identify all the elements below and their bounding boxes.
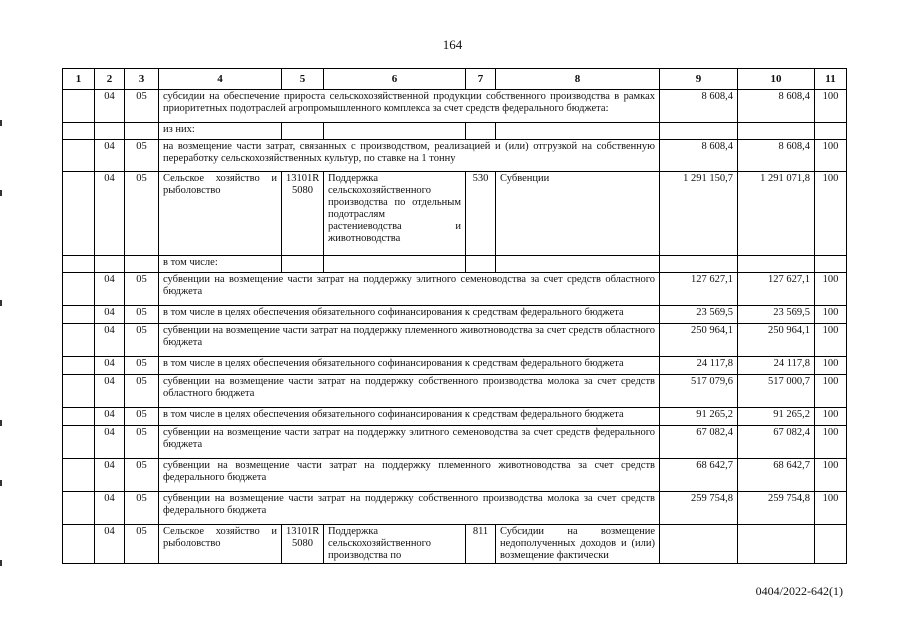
table-row [63, 408, 847, 426]
row-description: субвенции на возмещение части затрат на поддержку собственного производства молока за счет средств федерального бюджета [159, 492, 660, 525]
percent-executed: 100 [815, 324, 847, 357]
row-label: из них: [159, 123, 282, 140]
planned-amount: 8 608,4 [660, 140, 738, 172]
table-row [63, 172, 847, 256]
percent-executed: 100 [815, 306, 847, 324]
planned-amount: 259 754,8 [660, 492, 738, 525]
target-article-code: 13101R 5080 [282, 525, 324, 564]
actual-amount: 91 265,2 [738, 408, 815, 426]
planned-amount: 23 569,5 [660, 306, 738, 324]
section-code: 04 [95, 408, 125, 426]
section-code: 04 [95, 459, 125, 492]
percent-executed: 100 [815, 408, 847, 426]
table-row [63, 324, 847, 357]
budget-table [62, 68, 847, 564]
planned-amount: 250 964,1 [660, 324, 738, 357]
column-header: 1 [63, 69, 95, 90]
row-description: субвенции на возмещение части затрат на поддержку элитного семеноводства за счет средств федерального бюджета [159, 426, 660, 459]
planned-amount: 517 079,6 [660, 375, 738, 408]
section-name: Сельское хозяйство и рыболовство [159, 172, 282, 256]
percent-executed: 100 [815, 492, 847, 525]
row-description: на возмещение части затрат, связанных с производством, реализацией и (или) отгрузкой на собственную переработку сельскохозяйственных культур, по ставке на 1 тонну [159, 140, 660, 172]
percent-executed: 100 [815, 273, 847, 306]
subsection-code: 05 [125, 90, 159, 123]
actual-amount: 23 569,5 [738, 306, 815, 324]
planned-amount: 91 265,2 [660, 408, 738, 426]
subsection-code: 05 [125, 306, 159, 324]
section-name: Сельское хозяйство и рыболовство [159, 525, 282, 564]
section-code: 04 [95, 140, 125, 172]
target-article-name: Поддержка сельскохозяйственного производства по отдельным подотраслям растениеводства и животноводства [324, 172, 466, 256]
percent-executed: 100 [815, 140, 847, 172]
actual-amount: 517 000,7 [738, 375, 815, 408]
column-header: 5 [282, 69, 324, 90]
target-article-code: 13101R 5080 [282, 172, 324, 256]
column-header: 8 [496, 69, 660, 90]
header-row [63, 69, 847, 90]
column-header: 2 [95, 69, 125, 90]
percent-executed [815, 525, 847, 564]
subsection-code: 05 [125, 459, 159, 492]
percent-executed: 100 [815, 357, 847, 375]
actual-amount: 8 608,4 [738, 90, 815, 123]
column-header: 11 [815, 69, 847, 90]
actual-amount: 8 608,4 [738, 140, 815, 172]
row-description: в том числе в целях обеспечения обязательного софинансирования к средствам федерального бюджета [159, 357, 660, 375]
section-code: 04 [95, 492, 125, 525]
column-header: 9 [660, 69, 738, 90]
section-code: 04 [95, 273, 125, 306]
subsection-code: 05 [125, 172, 159, 256]
binding-marks [0, 0, 3, 640]
table-row [63, 459, 847, 492]
percent-executed: 100 [815, 459, 847, 492]
planned-amount: 8 608,4 [660, 90, 738, 123]
planned-amount [660, 525, 738, 564]
actual-amount: 1 291 071,8 [738, 172, 815, 256]
subsection-code: 05 [125, 375, 159, 408]
planned-amount: 24 117,8 [660, 357, 738, 375]
column-header: 4 [159, 69, 282, 90]
column-header: 7 [466, 69, 496, 90]
row-description: субвенции на возмещение части затрат на поддержку элитного семеноводства за счет средств областного бюджета [159, 273, 660, 306]
section-code: 04 [95, 357, 125, 375]
actual-amount: 127 627,1 [738, 273, 815, 306]
row-description: субвенции на возмещение части затрат на поддержку племенного животноводства за счет средств федерального бюджета [159, 459, 660, 492]
table-row [63, 375, 847, 408]
subsection-code: 05 [125, 357, 159, 375]
subsection-code: 05 [125, 273, 159, 306]
section-code: 04 [95, 375, 125, 408]
page-number: 164 [442, 37, 463, 52]
percent-executed: 100 [815, 90, 847, 123]
subsection-code: 05 [125, 492, 159, 525]
percent-executed: 100 [815, 172, 847, 256]
planned-amount: 68 642,7 [660, 459, 738, 492]
table-row [63, 426, 847, 459]
section-code: 04 [95, 324, 125, 357]
expense-type-code: 530 [466, 172, 496, 256]
subsection-code: 05 [125, 525, 159, 564]
section-code: 04 [95, 525, 125, 564]
row-description: субвенции на возмещение части затрат на поддержку племенного животноводства за счет средств областного бюджета [159, 324, 660, 357]
table-row [63, 492, 847, 525]
target-article-name: Поддержка сельскохозяйственного производства по [324, 525, 466, 564]
section-code: 04 [95, 306, 125, 324]
actual-amount: 250 964,1 [738, 324, 815, 357]
row-label: в том числе: [159, 256, 282, 273]
planned-amount: 1 291 150,7 [660, 172, 738, 256]
row-description: субвенции на возмещение части затрат на поддержку собственного производства молока за счет средств областного бюджета [159, 375, 660, 408]
section-code: 04 [95, 172, 125, 256]
subsection-code: 05 [125, 408, 159, 426]
document-code: 0404/2022-642(1) [755, 584, 843, 598]
subsection-code: 05 [125, 426, 159, 459]
actual-amount: 259 754,8 [738, 492, 815, 525]
table-row [63, 256, 847, 273]
table-row [63, 90, 847, 123]
row-description: в том числе в целях обеспечения обязательного софинансирования к средствам федерального бюджета [159, 306, 660, 324]
table-row [63, 140, 847, 172]
expense-type-name: Субсидии на возмещение недополученных доходов и (или) возмещение фактически [496, 525, 660, 564]
table-row [63, 306, 847, 324]
row-description: в том числе в целях обеспечения обязательного софинансирования к средствам федерального бюджета [159, 408, 660, 426]
table-row [63, 357, 847, 375]
row-description: субсидии на обеспечение прироста сельскохозяйственной продукции собственного производства в рамках приоритетных подотраслей агропромышленного комплекса за счет средств федерального бюджета: [159, 90, 660, 123]
table-row [63, 123, 847, 140]
section-code: 04 [95, 90, 125, 123]
column-header: 10 [738, 69, 815, 90]
expense-type-code: 811 [466, 525, 496, 564]
percent-executed: 100 [815, 375, 847, 408]
column-header: 3 [125, 69, 159, 90]
percent-executed: 100 [815, 426, 847, 459]
planned-amount: 67 082,4 [660, 426, 738, 459]
subsection-code: 05 [125, 324, 159, 357]
subsection-code: 05 [125, 140, 159, 172]
table-row [63, 525, 847, 564]
actual-amount: 67 082,4 [738, 426, 815, 459]
planned-amount: 127 627,1 [660, 273, 738, 306]
actual-amount: 24 117,8 [738, 357, 815, 375]
actual-amount: 68 642,7 [738, 459, 815, 492]
section-code: 04 [95, 426, 125, 459]
actual-amount [738, 525, 815, 564]
column-header: 6 [324, 69, 466, 90]
table-row [63, 273, 847, 306]
expense-type-name: Субвенции [496, 172, 660, 256]
